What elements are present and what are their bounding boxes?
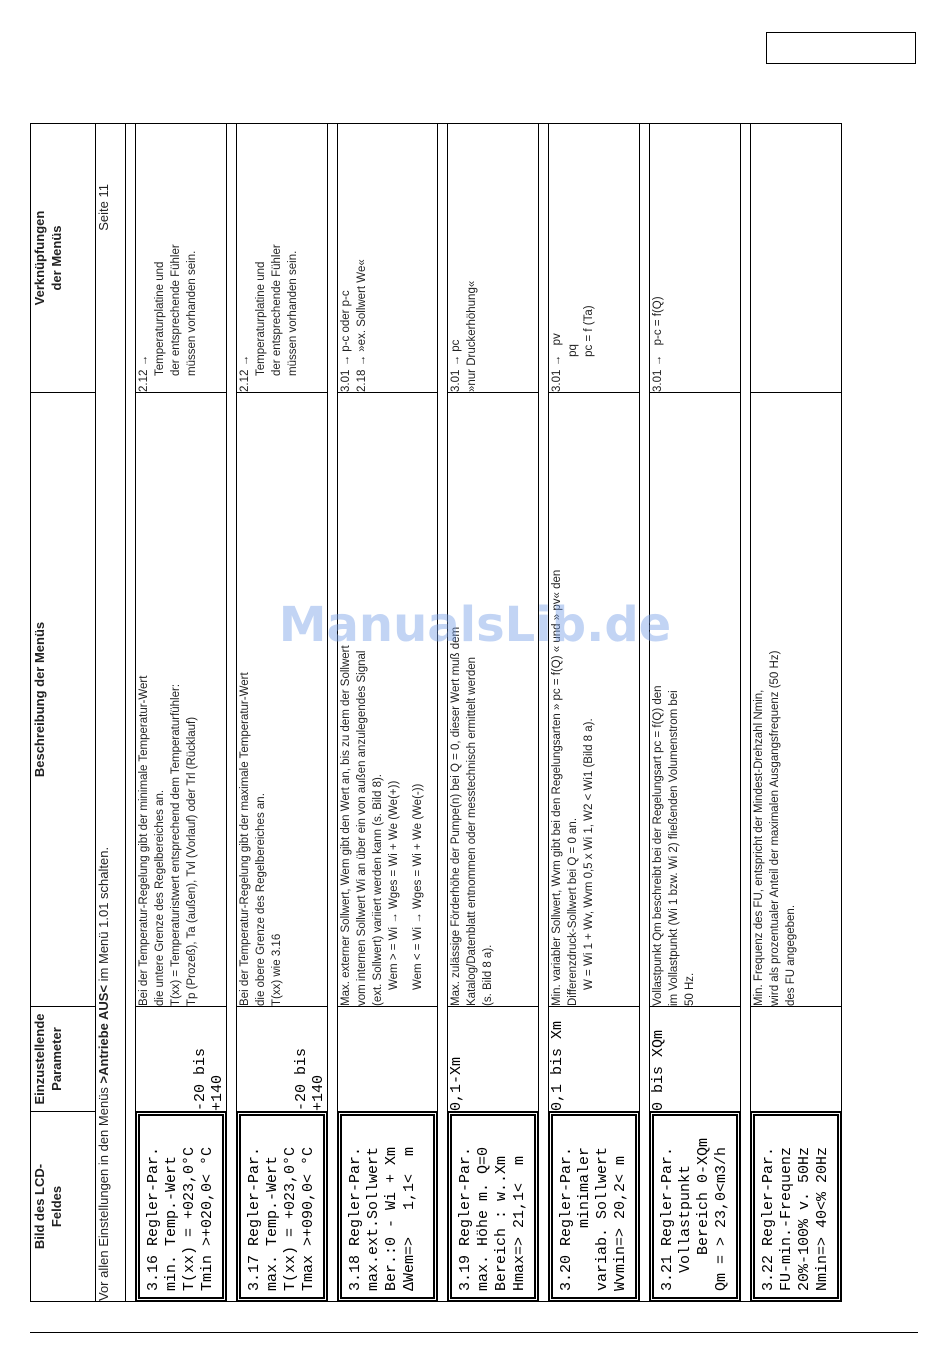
lcd-display: 3.17 Regler-Par. max. Temp.-Wert T(xx) = +023,0°C Tmax >+090,0< °C <box>237 1112 327 1301</box>
table-row <box>136 124 227 1302</box>
table-row <box>549 124 640 1302</box>
lcd-display: 3.22 Regler-Par. FU-min.-Frequenz 20%-100% v. 50Hz Nmin=> 40<% 20Hz <box>751 1112 841 1301</box>
param-range: -20 bis +140 <box>136 1007 227 1112</box>
param-range <box>751 1007 842 1112</box>
table-row <box>448 124 539 1302</box>
lcd-display: 3.19 Regler-Par. max. Höhe m. Q=0 Bereich : w..Xm Hmax=> 21,1< m <box>448 1112 538 1301</box>
page-number-box <box>766 32 916 64</box>
menu-links: 3.01 → pv pq pc = f (Ta) <box>549 124 640 393</box>
table-row <box>751 124 842 1302</box>
header-lcd: Bild des LCD- Feldes <box>31 1112 96 1302</box>
param-range: 0,1-Xm <box>448 1007 539 1112</box>
menu-table <box>30 123 842 1302</box>
header-param: Einzustellende Parameter <box>31 1007 96 1112</box>
bottom-rule <box>30 1332 918 1333</box>
page-reference: Seite 11 <box>96 184 111 231</box>
lcd-display: 3.21 Regler-Par. Vollastpunkt Bereich 0-XQm Qm = > 23,0<m3/h <box>650 1112 740 1301</box>
lcd-display: 3.18 Regler-Par. max.ext.Sollwert Ber.:0 - Wi + Xm ΔWem=> 1,1< m <box>338 1112 437 1301</box>
header-desc: Beschreibung der Menüs <box>31 393 96 1007</box>
param-range: 0,1 bis Xm <box>549 1007 640 1112</box>
menu-links: 3.01 → p-c = f(Q) <box>650 124 741 393</box>
menu-links: 2.12 → Temperaturplatine und der entsprechende Fühler müssen vorhanden sein. <box>136 124 227 393</box>
menu-description: Min. Frequenz des FU, entspricht der Mindest-Drehzahl Nmin, wird als prozentualer Anteil der maximalen Ausgangsfrequenz (50 Hz) des FU angegeben. <box>751 393 842 1007</box>
param-range: -20 bis +140 <box>237 1007 328 1112</box>
menu-description: Max. zulässige Förderhöhe der Pumpe(n) bei Q = 0, dieser Wert muß dem Katalog/Datenblatt entnommen oder messtechnisch ermittelt werden (s. Bild 8 a). <box>448 393 539 1007</box>
menu-description: Bei der Temperatur-Regelung gibt der maximale Temperatur-Wert die obere Grenze des Regelbereiches an. T(xx) wie 3.16 <box>237 393 328 1007</box>
table-row <box>650 124 741 1302</box>
header-link: Verknüpfungen der Menüs <box>31 124 96 393</box>
menu-description: Vollastpunkt Qm beschreibt bei der Regelungsart pc = f(Q) den im Vollastpunkt (Wi 1 bzw. Wi 2) fließenden Volumenstrom bei 50 Hz. <box>650 393 741 1007</box>
lcd-display: 3.20 Regler-Par. minimaler variab. Sollwert Wvmin=> 20,2< m <box>549 1112 639 1301</box>
menu-description: Max. externer Sollwert, Wem gibt den Wert an, bis zu dem der Sollwert vom internen Sollwert Wi an über ein von außen anzulegendes Signal (ext. Sollwert) variiert werden kann (s. Bild 8). Wem > = Wi → Wges = Wi + We (We(+)) Wem < = Wi → Wges = Wi + We (We(-)) <box>338 393 438 1007</box>
menu-description: Min. variabler Sollwert, Wvm gibt bei den Regelungsarten » pc = f(Q) « und » pv« den Differenzdruck-Sollwert bei Q = 0 an. W = Wi 1 + Wv, Wvm 0,5 x Wi 1, W2 < Wi1 (Bild 8 a). <box>549 393 640 1007</box>
menu-links: 3.01 → pc »nur Druckerhöhung« <box>448 124 539 393</box>
table-row <box>237 124 328 1302</box>
table-row <box>338 124 438 1302</box>
menu-links: 3.01 → p-c oder p-c 2.18 → »ex. Sollwert We« <box>338 124 438 393</box>
lcd-display: 3.16 Regler-Par. min. Temp.-Wert T(xx) = +023,0°C Tmin >+020,0< °C <box>136 1112 226 1301</box>
rotated-table-wrapper <box>30 124 840 1302</box>
param-range <box>338 1007 438 1112</box>
menu-description: Bei der Temperatur-Regelung gibt der minimale Temperatur-Wert die untere Grenze des Regelbereiches an. T(xx) = Temperaturistwert entsprechend dem Temperaturfühler: Tp (Prozeß), Ta (außen), Tvl (Vorlauf) oder Trl (Rücklauf) <box>136 393 227 1007</box>
watermark: ManualsLib.de <box>278 597 672 653</box>
instruction-note: Vor allen Einstellungen in den Menüs >Antriebe AUS< im Menü 1.01 schalten. Seite 11 <box>96 124 126 1302</box>
menu-links <box>751 124 842 393</box>
menu-links: 2.12 → Temperaturplatine und der entsprechende Fühler müssen vorhanden sein. <box>237 124 328 393</box>
param-range: 0 bis XQm <box>650 1007 741 1112</box>
